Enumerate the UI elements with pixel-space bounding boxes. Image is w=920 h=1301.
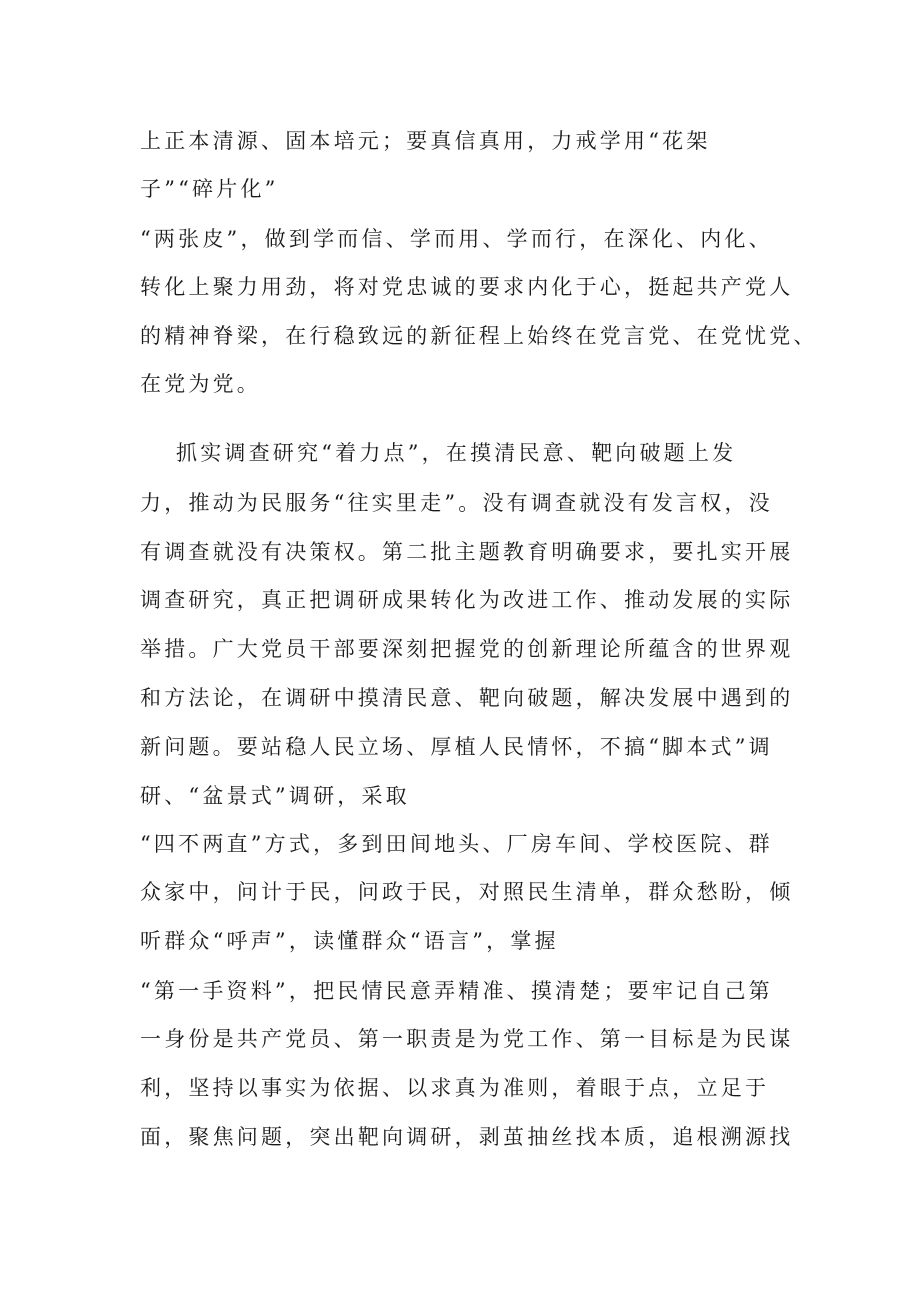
text-line: “四不两直”方式，多到田间地头、厂房车间、学校医院、群	[140, 832, 773, 856]
text-line: 一身份是共产党员、第一职责是为党工作、第一目标是为民谋	[140, 1027, 794, 1051]
text-line: 举措。广大党员干部要深刻把握党的创新理论所蕴含的世界观	[140, 637, 794, 661]
text-line: 的精神脊梁，在行稳致远的新征程上始终在党言党、在党忧党、	[140, 324, 818, 348]
text-line: 上正本清源、固本培元；要真信真用，力戒学用“花架	[140, 129, 711, 153]
text-line: 有调查就没有决策权。第二批主题教育明确要求，要扎实开展	[140, 540, 794, 564]
text-line: 利，坚持以事实为依据、以求真为准则，着眼于点，立足于	[140, 1076, 770, 1100]
text-line: 调查研究，真正把调研成果转化为改进工作、推动发展的实际	[140, 588, 794, 612]
text-line: “两张皮”，做到学而信、学而用、学而行，在深化、内化、	[140, 227, 773, 251]
text-line: 新问题。要站稳人民立场、厚植人民情怀，不搞“脚本式”调	[140, 735, 773, 759]
text-line: 听群众“呼声”，读懂群众“语言”，掌握	[140, 929, 559, 953]
text-line: 抓实调查研究“着力点”，在摸清民意、靶向破题上发	[176, 441, 737, 465]
text-line: 众家中，问计于民，问政于民，对照民生清单，群众愁盼，倾	[140, 880, 794, 904]
text-line: 和方法论，在调研中摸清民意、靶向破题，解决发展中遇到的	[140, 686, 794, 710]
text-line: “第一手资料”，把民情民意弄精准、摸清楚；要牢记自己第	[140, 979, 773, 1003]
text-line: 子”“碎片化”	[140, 177, 279, 201]
text-line: 力，推动为民服务“往实里走”。没有调查就没有发言权，没	[140, 491, 773, 515]
text-line: 在党为党。	[140, 372, 261, 396]
text-line: 转化上聚力用劲，将对党忠诚的要求内化于心，挺起共产党人	[140, 275, 794, 299]
text-line: 研、“盆景式”调研，采取	[140, 784, 410, 808]
text-line: 面，聚焦问题，突出靶向调研，剥茧抽丝找本质，追根溯源找	[140, 1125, 794, 1149]
